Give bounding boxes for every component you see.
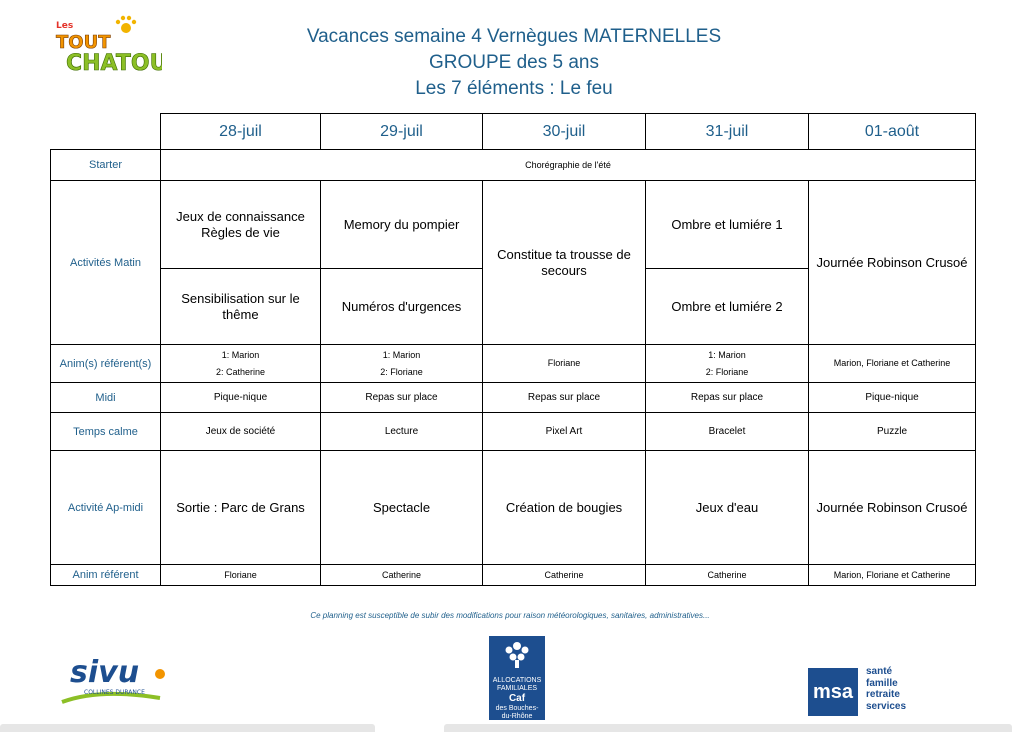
- msa-l3: retraite: [866, 689, 900, 700]
- caf-emblem-icon: [489, 636, 545, 672]
- anim-cell: [161, 345, 321, 383]
- day-header: 29-juil: [321, 114, 483, 150]
- bottom-bar-left: [0, 724, 375, 732]
- caf-line1: ALLOCATIONS: [492, 677, 542, 684]
- matin-row-top: [51, 181, 976, 269]
- activity-cell: Constitue ta trousse de secours: [483, 181, 646, 345]
- footer-note: Ce planning est susceptible de subir des modifications pour raison météorologiques, sanitaires, administratives...: [310, 611, 710, 620]
- tout-chatou-logo: [52, 14, 162, 76]
- title-line-1: Vacances semaine 4 Vernègues MATERNELLES: [306, 26, 722, 47]
- midi-cell: Repas sur place: [646, 383, 809, 413]
- anim-ref2-cell: Marion, Floriane et Catherine: [809, 565, 976, 586]
- caf-logo: [489, 636, 545, 720]
- anim-name: 2: Floriane: [380, 366, 423, 377]
- activity-cell: Ombre et lumiére 1: [646, 181, 809, 269]
- calme-cell: Jeux de société: [161, 413, 321, 451]
- caf-line4: des Bouches-: [495, 705, 539, 712]
- anim-ref-row: [51, 345, 976, 383]
- activity-cell: Jeux de connaissance Règles de vie: [161, 181, 321, 269]
- midi-cell: Repas sur place: [483, 383, 646, 413]
- starter-row: [51, 150, 976, 181]
- msa-logo: [808, 666, 920, 718]
- midi-cell: Repas sur place: [321, 383, 483, 413]
- row-label-starter: Starter: [51, 150, 161, 181]
- anim-name: 1: Marion: [221, 349, 260, 360]
- caf-line5: du-Rhône: [501, 713, 533, 720]
- caf-line3: Caf: [508, 693, 526, 704]
- anim-ref2-cell: Catherine: [321, 565, 483, 586]
- activity-cell: Journée Robinson Crusoé: [809, 181, 976, 345]
- bottom-bar-right: [444, 724, 1012, 732]
- sun-icon: [155, 669, 165, 679]
- msa-l1: santé: [866, 666, 893, 677]
- anim-ref2-cell: Floriane: [161, 565, 321, 586]
- apmidi-cell: Sortie : Parc de Grans: [161, 451, 321, 565]
- anim-ref2-cell: Catherine: [483, 565, 646, 586]
- midi-cell: Pique-nique: [161, 383, 321, 413]
- title-line-2: GROUPE des 5 ans: [428, 52, 600, 73]
- sivu-logo: [60, 648, 175, 708]
- calme-cell: Lecture: [321, 413, 483, 451]
- row-label-anim-ref2: Anim référent: [51, 565, 161, 586]
- apmidi-cell: Jeux d'eau: [646, 451, 809, 565]
- apmidi-cell: Spectacle: [321, 451, 483, 565]
- day-header: 28-juil: [161, 114, 321, 150]
- sivu-name: sivu: [70, 655, 140, 690]
- msa-l2: famille: [866, 677, 898, 689]
- activity-cell: Memory du pompier: [321, 181, 483, 269]
- row-label-apmidi: Activité Ap-midi: [51, 451, 161, 565]
- calme-cell: Pixel Art: [483, 413, 646, 451]
- activity-cell: Sensibilisation sur le thême: [161, 269, 321, 345]
- corner-cell: [51, 114, 161, 150]
- day-header: 31-juil: [646, 114, 809, 150]
- msa-l4: services: [866, 700, 907, 712]
- row-label-midi: Midi: [51, 383, 161, 413]
- anim-cell: [321, 345, 483, 383]
- starter-value: Chorégraphie de l'été: [161, 150, 976, 181]
- anim-ref2-row: [51, 565, 976, 586]
- midi-cell: Pique-nique: [809, 383, 976, 413]
- anim-cell: [646, 345, 809, 383]
- anim-name: 2: Floriane: [705, 366, 749, 377]
- logo-text-chatou: CHATOU: [66, 51, 162, 76]
- page-title: [260, 24, 768, 102]
- planning-table: [50, 113, 976, 586]
- row-label-calme: Temps calme: [51, 413, 161, 451]
- anim-name: 2: Catherine: [215, 366, 266, 377]
- anim-cell: Floriane: [483, 345, 646, 383]
- paw-icon: [116, 16, 136, 33]
- sivu-sub: COLLINES DURANCE: [84, 689, 145, 696]
- msa-letters: msa: [808, 668, 858, 716]
- midi-row: [51, 383, 976, 413]
- day-header: 30-juil: [483, 114, 646, 150]
- activity-cell: Numéros d'urgences: [321, 269, 483, 345]
- activity-cell: Ombre et lumiére 2: [646, 269, 809, 345]
- calme-row: [51, 413, 976, 451]
- logo-text-tout: TOUT: [56, 32, 111, 53]
- apmidi-cell: Journée Robinson Crusoé: [809, 451, 976, 565]
- day-header: 01-août: [809, 114, 976, 150]
- calme-cell: Bracelet: [646, 413, 809, 451]
- anim-cell: Marion, Floriane et Catherine: [809, 345, 976, 383]
- anim-name: 1: Marion: [382, 349, 421, 360]
- anim-name: 1: Marion: [708, 349, 746, 360]
- row-label-anim-ref: Anim(s) référent(s): [51, 345, 161, 383]
- logo-text-les: Les: [56, 21, 74, 31]
- apmidi-cell: Création de bougies: [483, 451, 646, 565]
- apmidi-row: [51, 451, 976, 565]
- caf-line2: FAMILIALES: [496, 685, 538, 692]
- days-header-row: [51, 114, 976, 150]
- row-label-matin: Activités Matin: [51, 181, 161, 345]
- calme-cell: Puzzle: [809, 413, 976, 451]
- anim-ref2-cell: Catherine: [646, 565, 809, 586]
- title-line-3: Les 7 éléments : Le feu: [415, 78, 613, 99]
